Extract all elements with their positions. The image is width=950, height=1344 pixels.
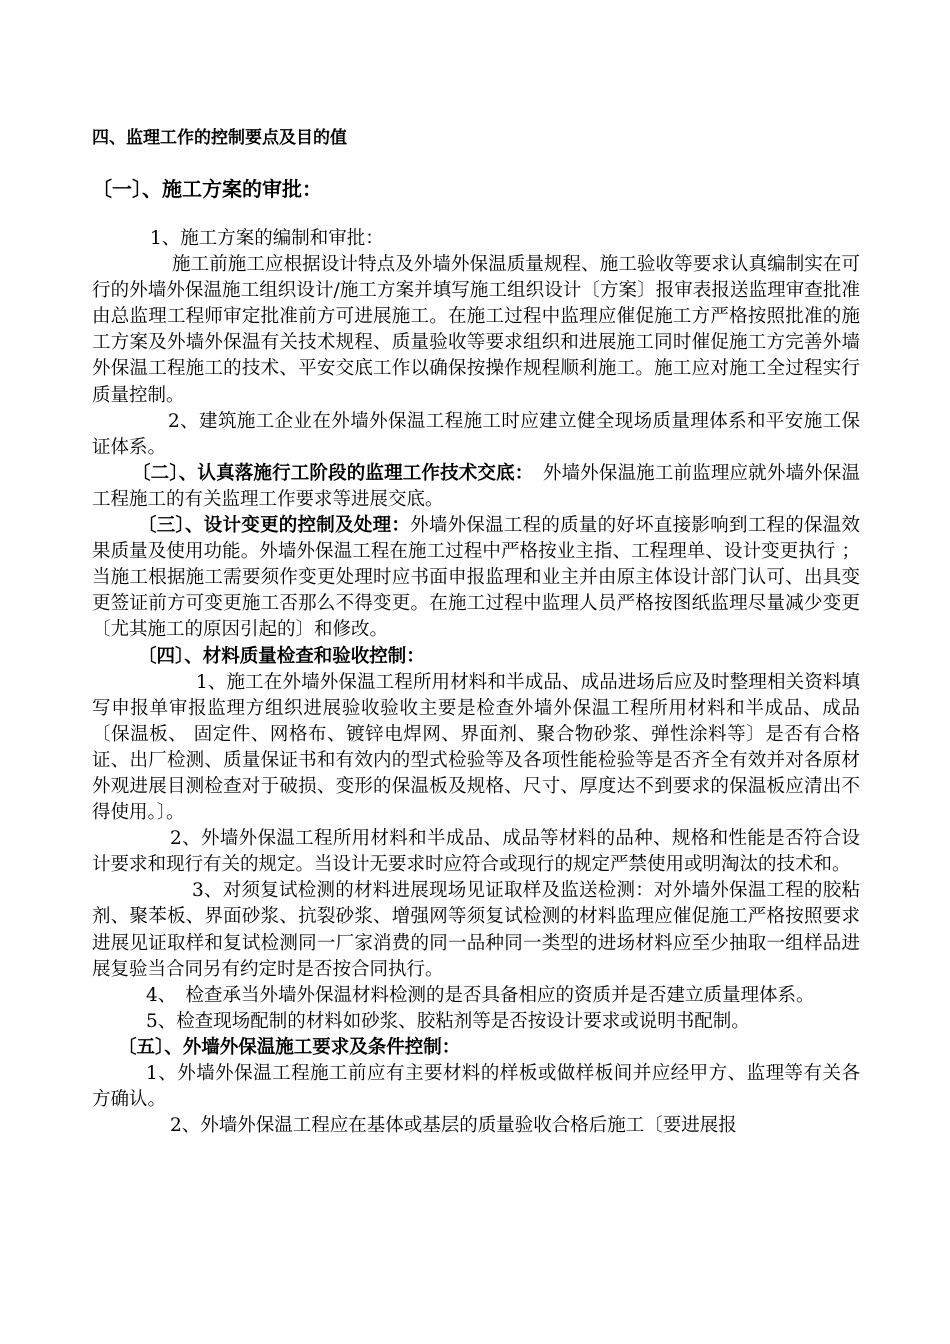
paragraph-section-4-item-4: 4、 检查承当外墙外保温材料检测的是否具备相应的资质并是否建立质量理体系。	[146, 984, 815, 1006]
paragraph-section-5-item-1: 1、外墙外保温工程施工前应有主要材料的样板或做样板间并应经甲方、监理等有关各方确认。	[92, 1063, 860, 1111]
paragraph-section-5-heading	[92, 1035, 860, 1061]
paragraph-body-1: 施工前施工应根据设计特点及外墙外保温质量规程、施工验收等要求认真编制实在可行的外墙外保温施工组织设计/施工方案并填写施工组织设计〔方案〕报审表报送监理审查批准由总监理工程师审定批准前方可进展施工。在施工过程中监理应催促施工方严格按照批准的施工方案及外墙外保温有关技术规程、质量验收等要求组织和进展施工同时催促施工方完善外墙外保温工程施工的技术、平安交底工作以确保按操作规程顺利施工。施工应对施工全过程实行质量控制。	[92, 254, 860, 406]
paragraph-section-3	[92, 513, 860, 643]
paragraph-section-4-heading	[92, 644, 860, 670]
paragraph-item-1: 1、施工方案的编制和审批：	[150, 228, 384, 249]
section-3-body: 外墙外保温工程的质量的好坏直接影响到工程的保温效果质量及使用功能。外墙外保温工程在施工过程中严格按业主指、工程理单、设计变更执行 ；当施工根据施工需要须作变更处理时应书面申报监理和业主并由原主体设计部门认可、出具变更签证前方可变更施工否那么不得变更。在施工过程中监理人员严格按图纸监理尽量减少变更〔尤其施工的原因引起的〕和修改。	[92, 515, 860, 641]
subsection-heading-5: 〔五〕、外墙外保温施工要求及条件控制：	[118, 1036, 461, 1058]
section-title: 四、监理工作的控制要点及目的值	[92, 128, 347, 148]
subsection-heading-4: 〔四〕、材料质量检查和验收控制：	[138, 645, 425, 667]
paragraph-section-4-item-5: 5、检查现场配制的材料如砂浆、胶粘剂等是否按设计要求或说明书配制。	[146, 1010, 750, 1032]
subsection-heading-1: 〔一〕、施工方案的审批：	[92, 177, 322, 201]
paragraph-section-4-item-2: 2、外墙外保温工程所用材料和半成品、成品等材料的品种、规格和性能是否符合设计要求和现行有关的规定。当设计无要求时应符合或现行的规定严禁使用或明淘汰的技术和。	[92, 828, 860, 876]
paragraph-section-4-item-3: 3、对须复试检测的材料进展现场见证取样及监送检测：对外墙外保温工程的胶粘剂、聚苯板、界面砂浆、抗裂砂浆、增强网等须复试检测的材料监理应催促施工严格按照要求进展见证取样和复试检测同一厂家消费的同一品种同一类型的进场材料应至少抽取一组样品进展复验当合同另有约定时是否按合同执行。	[92, 880, 860, 980]
paragraph-section-4-item-1: 1、施工在外墙外保温工程所用材料和半成品、成品进场后应及时整理相关资料填写申报单审报监理方组织进展验收验收主要是检查外墙外保温工程所用材料和半成品、成品〔保温板、 固定件、网格布、镀锌电焊网、界面剂、聚合物砂浆、弹性涂料等〕是否有合格证、出厂检测、质量保证书和有效内的型式检验等及各项性能检验等是否齐全有效并对各原材外观进展目测检查对于破损、变形的保温板及规格、尺寸、厚度达不到要求的保温板应清出不得使用。〕。	[92, 671, 860, 824]
section-2-body: 外墙外保温施工前监理应就外墙外保温工程施工的有关监理工作要求等进展交底。	[92, 462, 860, 510]
paragraph-section-5-item-2: 2、外墙外保温工程应在基体或基层的质量验收合格后施工〔要进展报	[170, 1115, 737, 1137]
paragraph-item-2: 2、建筑施工企业在外墙外保温工程施工时应建立健全现场质量理体系和平安施工保证体系。	[92, 410, 860, 458]
subsection-heading-2: 〔二〕、认真落施行工阶段的监理工作技术交底：	[132, 462, 525, 484]
paragraph-section-2	[92, 461, 860, 513]
document-body	[92, 226, 860, 1139]
subsection-heading-3: 〔三〕、设计变更的控制及处理：	[138, 515, 411, 537]
